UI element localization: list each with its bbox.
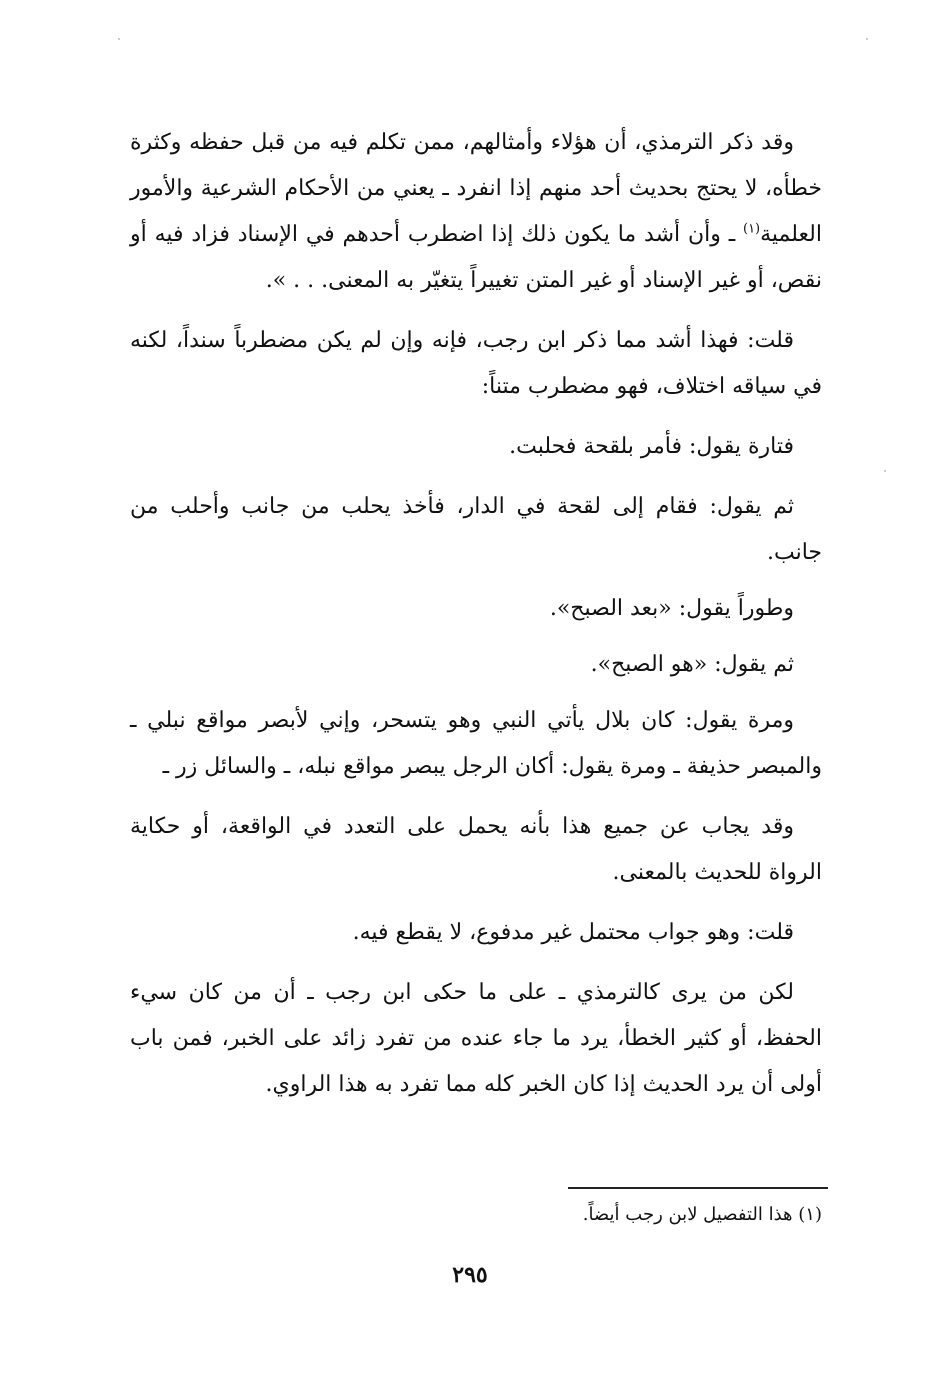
paragraph-yujab: وقد يجاب عن جميع هذا بأنه يحمل على التعدد في الواقعة، أو حكاية الرواة للحديث بالمعنى. xyxy=(130,814,822,885)
paragraph-thumma-1: ثم يقول: فقام إلى لقحة في الدار، فأخذ يحلب من جانب وأحلب من جانب. xyxy=(130,494,822,565)
paragraph-qultu-1: قلت: فهذا أشد مما ذكر ابن رجب، فإنه وإن لم يكن مضطرباً سنداً، لكنه في سياقه اختلاف، فهو مضطرب متناً: xyxy=(130,328,822,399)
paragraph-tirmidhi xyxy=(130,120,822,304)
page-number: ٢٩٥ xyxy=(452,1262,488,1288)
paragraph-text: وقد ذكر الترمذي، أن هؤلاء وأمثالهم، ممن تكلم فيه من قبل حفظه وكثرة خطأه، لا يحتج بحديث أحد منهم إذا انفرد ـ يعني من الأحكام الشرعية والأمور العلمية xyxy=(130,130,822,247)
paragraph-tawran: وطوراً يقول: «بعد الصبح». xyxy=(549,596,794,621)
footnote-divider xyxy=(568,1187,828,1189)
main-text xyxy=(130,120,822,1108)
footnote: (١) هذا التفصيل لابن رجب أيضاً. xyxy=(582,1204,822,1225)
paragraph-lakin: لكن من يرى كالترمذي ـ على ما حكى ابن رجب ـ أن من كان سيء الحفظ، أو كثير الخطأ، يرد ما جاء عنده من تفرد زائد على الخبر، فمن باب أولى أن يرد الحديث إذا كان الخبر كله مما تفرد به هذا الراوي. xyxy=(130,980,822,1097)
paragraph-marra: ومرة يقول: كان بلال يأتي النبي وهو يتسحر، وإني لأبصر مواقع نبلي ـ والمبصر حذيفة ـ ومرة يقول: أكان الرجل يبصر مواقع نبله، ـ والسائل زر ـ xyxy=(130,708,822,779)
paragraph-thumma-2: ثم يقول: «هو الصبح». xyxy=(590,652,794,677)
paragraph-text: ـ وأن أشد ما يكون ذلك إذا اضطرب أحدهم في الإسناد فزاد فيه أو نقص، أو غير الإسناد أو غير المتن تغييراً يتغيّر به المعنى. . . ». xyxy=(130,222,822,293)
footnote-reference: (١) xyxy=(742,221,761,237)
scan-speck xyxy=(866,38,868,40)
paragraph-qultu-2: قلت: وهو جواب محتمل غير مدفوع، لا يقطع فيه. xyxy=(352,920,794,945)
scan-speck xyxy=(884,470,886,472)
scan-speck xyxy=(118,38,120,40)
paragraph-fa-tara: فتارة يقول: فأمر بلقحة فحلبت. xyxy=(509,434,794,459)
